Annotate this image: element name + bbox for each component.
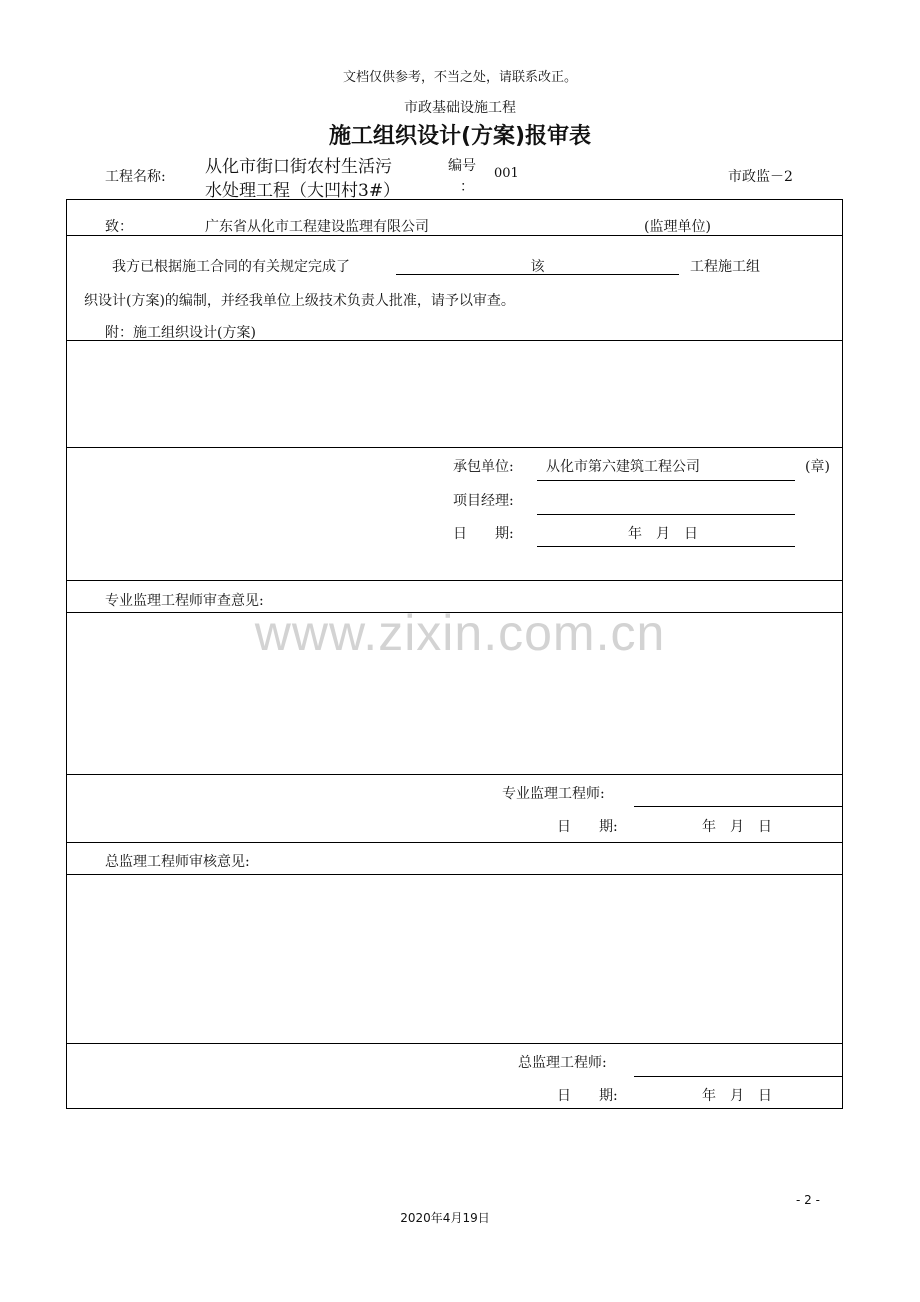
contractor-underline xyxy=(537,480,795,481)
contractor-label: 承包单位: xyxy=(453,459,514,475)
chief-date-ymd: 年 月 日 xyxy=(702,1088,772,1104)
body-text-2: 工程施工组 xyxy=(690,259,760,275)
body-text-3: 织设计(方案)的编制，并经我单位上级技术负责人批准，请予以审查。 xyxy=(84,293,515,309)
body-text-1: 我方已根据施工合同的有关规定完成了 xyxy=(112,259,350,275)
contractor-date-ymd: 年 月 日 xyxy=(628,526,698,542)
contractor-value: 从化市第六建筑工程公司 xyxy=(546,459,700,475)
specialist-date-label: 日 期: xyxy=(557,819,618,835)
page-number: - 2 - xyxy=(796,1193,820,1207)
project-name-label: 工程名称: xyxy=(105,169,166,185)
to-role: (监理单位) xyxy=(644,219,711,235)
form-code: 市政监－2 xyxy=(728,169,793,185)
fill-underline xyxy=(396,274,679,275)
footer-date: 2020年4月19日 xyxy=(400,1211,490,1225)
serial-value: 001 xyxy=(494,166,519,181)
to-label: 致： xyxy=(105,219,133,235)
project-name-line2: 水处理工程（大凹村3#） xyxy=(205,181,401,201)
chief-date-label: 日 期: xyxy=(557,1088,618,1104)
row-divider xyxy=(66,1043,843,1044)
pm-label: 项目经理: xyxy=(453,493,514,509)
form-title: 施工组织设计(方案)报审表 xyxy=(328,124,592,149)
serial-colon: ： xyxy=(460,179,474,195)
row-divider xyxy=(66,235,843,236)
chief-opinion-label: 总监理工程师审核意见: xyxy=(105,854,250,870)
row-divider xyxy=(66,874,843,875)
seal-label: (章) xyxy=(805,459,830,475)
project-name-line1: 从化市街口街农村生活污 xyxy=(205,157,392,177)
row-divider xyxy=(66,774,843,775)
category-label: 市政基础设施工程 xyxy=(404,100,516,116)
serial-label: 编号 xyxy=(448,158,476,174)
row-divider xyxy=(66,842,843,843)
row-divider xyxy=(66,447,843,448)
specialist-opinion-label: 专业监理工程师审查意见: xyxy=(105,593,264,609)
disclaimer-note: 文档仅供参考，不当之处，请联系改正。 xyxy=(342,70,577,85)
to-company: 广东省从化市工程建设监理有限公司 xyxy=(205,219,429,235)
watermark: www.zixin.com.cn xyxy=(254,605,666,661)
contractor-date-label: 日 期: xyxy=(453,526,514,542)
chief-underline xyxy=(634,1076,842,1077)
chief-signature-label: 总监理工程师: xyxy=(518,1055,607,1071)
row-divider xyxy=(66,580,843,581)
body-fill-value: 该 xyxy=(530,259,545,275)
date-underline xyxy=(537,546,795,547)
specialist-underline xyxy=(634,806,842,807)
attachment-label: 附：施工组织设计(方案) xyxy=(105,325,256,341)
pm-underline xyxy=(537,514,795,515)
specialist-signature-label: 专业监理工程师: xyxy=(502,786,605,802)
specialist-date-ymd: 年 月 日 xyxy=(702,819,772,835)
